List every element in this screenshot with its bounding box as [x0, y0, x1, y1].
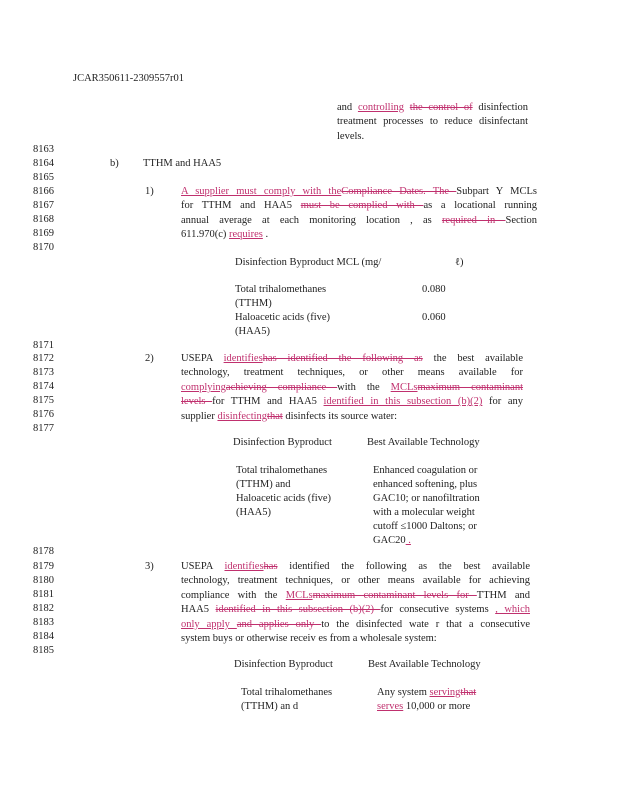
text-run: annual average at each monitoring location , as — [181, 214, 442, 226]
text-run: technology, treatment techniques, or other means available for achieving — [181, 575, 530, 587]
deleted-text: required in — [441, 214, 506, 226]
text-line — [337, 101, 528, 115]
table-cell-line: (TTHM) an d — [241, 701, 299, 712]
table-cell-line: GAC10; or nanofiltration — [373, 493, 480, 504]
inserted-text: serves — [377, 701, 404, 712]
text-line — [181, 352, 523, 366]
line-number: 8171 — [33, 340, 54, 351]
text-run: treatment processes to reduce disinfectant — [337, 116, 528, 128]
text-run: for consecutive systems — [380, 604, 496, 616]
deleted-text: identified in this subsection (b)(2) — [215, 604, 381, 616]
table-cell-line: GAC20 . — [373, 535, 411, 546]
text-run: compliance with the — [181, 589, 286, 601]
inserted-text: MCLs — [390, 381, 418, 393]
text-run: 611.970(c) — [181, 229, 230, 241]
line-number: 8183 — [33, 617, 54, 628]
inserted-text: only apply — [181, 618, 237, 630]
text-line — [181, 366, 523, 380]
deleted-text: and applies only — [236, 618, 322, 630]
table-header-right: ℓ) — [455, 257, 464, 268]
table-header-right: Best Available Technology — [368, 659, 481, 670]
text-line — [181, 381, 523, 395]
line-number: 8166 — [33, 186, 54, 197]
line-number: 8165 — [33, 172, 54, 183]
inserted-text: complying — [181, 381, 226, 393]
text-run: technology, treatment techniques, or other means available for — [181, 367, 523, 379]
text-line — [181, 632, 530, 646]
section-title: TTHM and HAA5 — [143, 158, 222, 169]
text-line — [181, 228, 537, 242]
text-run: Any system — [377, 687, 430, 698]
text-run: HAA5 — [181, 604, 216, 616]
table-cell-line: with a molecular weight — [373, 507, 475, 518]
item-paragraph — [181, 560, 530, 646]
inserted-text: identifies — [223, 353, 263, 364]
deleted-text: that — [267, 410, 283, 422]
line-number: 8169 — [33, 228, 54, 239]
text-run: and — [337, 102, 358, 113]
table-cell-line: Haloacetic acids (five) — [236, 493, 332, 504]
text-line — [337, 130, 528, 144]
inserted-text: A supplier must comply with the — [181, 186, 342, 197]
inserted-text: identifies — [224, 561, 264, 572]
line-number: 8174 — [33, 381, 54, 392]
deleted-text: Compliance Dates. The — [341, 186, 457, 197]
text-run: disinfection — [472, 102, 528, 113]
table-cell-line: (HAA5) — [236, 507, 271, 518]
line-number: 8168 — [33, 214, 54, 225]
table-cell: 0.080 — [422, 284, 446, 295]
line-number: 8163 — [33, 144, 54, 155]
table-cell: Total trihalomethanes — [235, 284, 327, 295]
text-run: for TTHM and HAA5 — [212, 396, 324, 408]
table-header-right: Best Available Technology — [367, 437, 480, 448]
line-number: 8184 — [33, 631, 54, 642]
text-run: the best available — [427, 561, 531, 572]
text-line — [181, 618, 530, 632]
text-run: identified the following as — [277, 561, 428, 572]
text-run: the best available — [422, 353, 524, 364]
deleted-text: must be complied with — [300, 200, 424, 212]
line-number: 8185 — [33, 645, 54, 656]
text-line — [181, 185, 537, 199]
table-cell-line — [377, 686, 476, 699]
line-number: 8170 — [33, 242, 54, 253]
inserted-text: requires — [229, 229, 263, 241]
table-cell-line: cutoff ≤1000 Daltons; or — [373, 521, 477, 532]
item-number: 3) — [145, 561, 154, 572]
text-run: system buys or otherwise receiv es from a wholesale system: — [181, 633, 437, 645]
line-number: 8176 — [33, 409, 54, 420]
text-run: 10,000 or more — [403, 701, 471, 712]
table-cell-line: Total trihalomethanes — [241, 687, 333, 698]
text-run: USEPA — [181, 353, 224, 364]
line-number: 8177 — [33, 423, 54, 434]
deleted-text: has identified the following as — [262, 353, 423, 364]
text-run: TTHM and — [476, 589, 530, 601]
deleted-text: has — [263, 561, 278, 572]
section-label: b) — [110, 158, 119, 169]
text-line — [337, 115, 528, 129]
text-run: for any — [482, 396, 524, 408]
inserted-text: controlling — [357, 102, 405, 113]
line-number: 8164 — [33, 158, 54, 169]
text-line — [181, 199, 537, 213]
table-cell-line: Enhanced coagulation or — [373, 465, 478, 476]
table-cell-line: enhanced softening, plus — [373, 479, 478, 490]
document-id: JCAR350611-2309557r01 — [73, 73, 185, 84]
line-number: 8172 — [33, 353, 54, 364]
text-line — [181, 589, 530, 603]
inserted-text: , which — [495, 604, 530, 616]
text-run: as a locational running — [423, 200, 537, 212]
line-number: 8181 — [33, 589, 54, 600]
deleted-text: maximum contaminant levels for — [312, 589, 477, 601]
item-number: 2) — [145, 353, 154, 364]
table-cell: Haloacetic acids (five) — [235, 312, 331, 323]
table-cell: (HAA5) — [235, 326, 270, 337]
table-header-left: Disinfection Byproduct — [234, 659, 333, 670]
line-number: 8167 — [33, 200, 54, 211]
text-run: to the disinfected wate r that a consecutive — [321, 618, 530, 630]
item-paragraph — [181, 352, 523, 424]
table-cell-line: Total trihalomethanes — [236, 465, 328, 476]
table-cell: (TTHM) — [235, 298, 272, 309]
text-line — [181, 410, 523, 424]
line-number: 8179 — [33, 561, 54, 572]
text-run: disinfects its source water: — [282, 410, 398, 422]
inserted-text: serving — [429, 687, 461, 698]
inserted-text: disinfecting — [217, 410, 268, 422]
item-number: 1) — [145, 186, 154, 197]
text-run: USEPA — [181, 561, 225, 572]
text-run: Section — [505, 214, 537, 226]
table-cell: 0.060 — [422, 312, 446, 323]
inserted-text: identified in this subsection (b)(2) — [323, 396, 483, 408]
text-run: for TTHM and HAA5 — [181, 200, 301, 212]
deleted-text: levels — [181, 396, 213, 408]
text-run: supplier — [181, 410, 218, 422]
table-cell-line — [377, 700, 470, 713]
text-run: Subpart Y MCLs — [456, 186, 537, 197]
table-cell-line: (TTHM) and — [236, 479, 291, 490]
line-number: 8173 — [33, 367, 54, 378]
line-number: 8178 — [33, 546, 54, 557]
text-run: . — [262, 229, 269, 241]
text-run: levels. — [337, 130, 365, 142]
line-number: 8180 — [33, 575, 54, 586]
deleted-text: achieving compliance — [225, 381, 338, 393]
text-line — [181, 395, 523, 409]
deleted-text: the control of — [409, 102, 473, 113]
text-run: with the — [337, 381, 391, 393]
deleted-text: maximum contaminant — [417, 381, 524, 393]
text-line — [181, 214, 537, 228]
table-header-left: Disinfection Byproduct — [233, 437, 332, 448]
deleted-text: that — [460, 687, 477, 698]
line-number: 8175 — [33, 395, 54, 406]
inserted-text: . — [405, 535, 411, 546]
intro-paragraph — [337, 101, 528, 144]
inserted-text: MCLs — [285, 589, 313, 601]
line-number: 8182 — [33, 603, 54, 614]
text-line — [181, 574, 530, 588]
text-line — [181, 603, 530, 617]
item-paragraph — [181, 185, 537, 243]
table-header-left: Disinfection Byproduct MCL (mg/ — [235, 257, 382, 268]
text-line — [181, 560, 530, 574]
